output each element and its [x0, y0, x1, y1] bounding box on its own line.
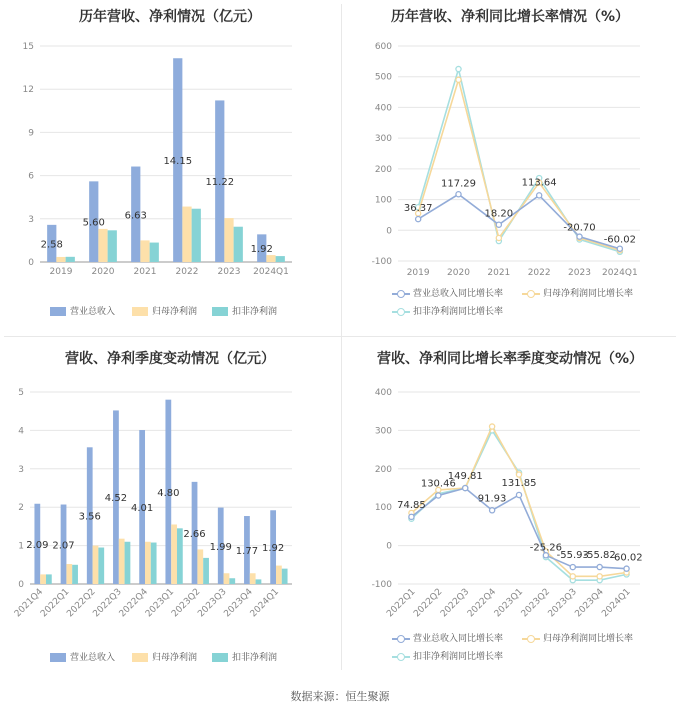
data-label: 149.81 [447, 471, 483, 483]
bar [108, 230, 117, 262]
bar [282, 569, 288, 584]
data-label: 4.01 [131, 503, 154, 515]
quarterly-bar-chart [0, 336, 340, 676]
bar [203, 558, 209, 584]
chart-title: 历年营收、净利同比增长率情况（%） [390, 9, 630, 25]
legend-parent-growth[interactable] [522, 633, 633, 645]
bar [250, 573, 256, 584]
legend-label: 扣非净利润 [232, 307, 278, 317]
legend-label: 营业总收入同比增长率 [413, 634, 504, 644]
data-point [624, 566, 629, 571]
data-label: 6.63 [124, 210, 147, 222]
bar [72, 565, 78, 584]
y-tick-label: 1 [18, 541, 24, 552]
y-tick-label: 400 [374, 388, 392, 398]
data-point [617, 246, 622, 251]
data-label: 1.99 [209, 541, 232, 553]
bar [119, 539, 125, 584]
bar [276, 566, 282, 584]
data-source-note: 数据来源：恒生聚源 [290, 690, 390, 703]
y-tick-label: 200 [374, 464, 392, 475]
x-tick-label: 2022Q4 [465, 587, 499, 620]
data-label: 2.09 [26, 539, 49, 551]
bar [98, 548, 104, 584]
quarterly-line-chart [340, 336, 680, 676]
data-label: 130.46 [420, 478, 456, 490]
data-point [597, 574, 602, 579]
data-label: 2.66 [183, 528, 206, 540]
x-tick-label: 2024Q1 [601, 268, 638, 278]
data-point [416, 217, 421, 222]
x-tick-label: 2022Q3 [439, 587, 472, 620]
annual-revenue-profit-panel [0, 0, 340, 336]
legend-swatch [522, 634, 540, 644]
y-tick-label: 0 [28, 258, 34, 268]
legend-swatch [50, 653, 66, 662]
bar [66, 257, 75, 262]
data-point [570, 564, 575, 569]
data-label: 4.80 [157, 487, 180, 499]
legend-revenue-growth[interactable] [392, 633, 503, 645]
data-label: 2.58 [40, 239, 63, 251]
data-point [456, 77, 461, 82]
legend-label: 扣非净利润 [232, 653, 278, 663]
data-point [496, 222, 501, 227]
chart-legend [340, 633, 680, 665]
x-tick-label: 2020 [91, 267, 115, 277]
x-tick-label: 2023Q4 [222, 587, 255, 620]
bar [229, 578, 235, 584]
bar [256, 579, 262, 584]
legend-label: 扣非净利润同比增长率 [413, 307, 504, 317]
bar [276, 256, 285, 262]
data-point [570, 574, 575, 579]
data-label: 36.37 [403, 203, 433, 215]
bar [145, 542, 151, 584]
x-tick-label: 2021Q4 [12, 587, 46, 620]
x-tick-label: 2023 [217, 267, 241, 277]
bar [56, 257, 65, 262]
bar [224, 218, 233, 262]
legend-parent-profit[interactable] [132, 306, 197, 318]
y-tick-label: -100 [371, 580, 392, 590]
data-label: 4.52 [104, 493, 128, 505]
x-tick-label: 2022Q2 [412, 587, 445, 620]
x-tick-label: 2021 [487, 268, 511, 278]
data-label: 3.56 [78, 511, 101, 523]
legend-label: 营业总收入 [70, 653, 116, 663]
y-tick-label: -100 [371, 257, 392, 267]
legend-swatch [392, 289, 410, 299]
bar [224, 573, 230, 584]
y-tick-label: 0 [386, 226, 392, 237]
bar [177, 528, 183, 584]
data-point [409, 514, 414, 519]
y-tick-label: 300 [374, 134, 392, 145]
data-label: 2.07 [52, 540, 75, 552]
x-tick-label: 2024Q1 [253, 267, 289, 277]
y-tick-label: 3 [18, 464, 24, 475]
data-label: 91.93 [477, 493, 507, 505]
data-label: -25.26 [529, 542, 563, 554]
data-point [577, 234, 582, 239]
x-tick-label: 2023Q1 [492, 587, 526, 620]
legend-label: 归母净利润 [152, 653, 198, 663]
legend-label: 归母净利润同比增长率 [543, 634, 634, 644]
x-tick-label: 2022Q1 [385, 587, 418, 620]
legend-parent-profit[interactable] [132, 652, 197, 664]
data-point [496, 235, 501, 240]
y-tick-label: 12 [22, 85, 34, 96]
data-point [490, 424, 495, 429]
data-point [543, 553, 548, 558]
x-tick-label: 2023Q3 [196, 587, 229, 620]
x-tick-label: 2023Q2 [170, 587, 203, 620]
x-tick-label: 2022Q4 [117, 587, 151, 620]
x-tick-label: 2023Q4 [573, 587, 606, 620]
legend-deducted-growth[interactable] [392, 306, 503, 318]
bar [125, 542, 131, 584]
bar [192, 209, 201, 262]
data-label: 11.22 [205, 177, 235, 189]
bar [93, 546, 99, 584]
legend-deducted-profit[interactable] [212, 652, 277, 664]
chart-title: 历年营收、净利情况（亿元） [79, 9, 261, 25]
x-tick-label: 2023Q3 [546, 587, 579, 620]
data-label: 1.92 [250, 244, 273, 256]
data-point [516, 472, 521, 477]
y-tick-label: 100 [374, 503, 392, 514]
data-label: 1.77 [235, 546, 259, 558]
bar [197, 549, 203, 584]
x-tick-label: 2024Q1 [248, 587, 282, 620]
y-tick-label: 500 [374, 72, 392, 83]
bar [150, 243, 159, 262]
data-label: 14.15 [163, 156, 193, 168]
data-label: 5.60 [82, 217, 105, 229]
data-label: 117.29 [441, 178, 476, 190]
data-label: -55.82 [583, 550, 616, 562]
y-tick-label: 15 [22, 42, 34, 52]
legend-label: 扣非净利润同比增长率 [413, 652, 504, 662]
legend-revenue[interactable] [50, 306, 115, 318]
chart-legend [340, 288, 680, 320]
y-tick-label: 3 [28, 214, 34, 225]
legend-label: 归母净利润同比增长率 [543, 289, 634, 299]
x-tick-label: 2023 [568, 268, 591, 278]
x-tick-label: 2023Q2 [519, 587, 553, 620]
data-label: 113.64 [521, 177, 557, 189]
x-tick-label: 2019 [49, 267, 73, 277]
x-tick-label: 2024Q1 [600, 587, 633, 620]
legend-swatch [392, 307, 410, 317]
bar [182, 207, 191, 262]
bar [266, 255, 275, 262]
chart-legend [0, 306, 340, 320]
data-label: 1.92 [262, 543, 285, 555]
legend-swatch [132, 653, 148, 662]
legend-swatch [212, 307, 228, 316]
legend-deducted-growth[interactable] [392, 651, 503, 663]
data-point [436, 493, 441, 498]
data-label: 131.85 [501, 477, 537, 489]
x-tick-label: 2022 [175, 267, 199, 277]
data-point [537, 193, 542, 198]
data-label: -55.93 [556, 550, 589, 562]
legend-deducted-profit[interactable] [212, 306, 277, 318]
bar [234, 227, 243, 262]
y-tick-label: 200 [374, 164, 392, 175]
data-label: -20.70 [563, 222, 596, 234]
data-label: -60.02 [610, 552, 643, 564]
legend-swatch [392, 634, 410, 644]
data-label: 18.20 [484, 208, 514, 220]
bar [171, 524, 177, 584]
legend-label: 营业总收入 [70, 307, 116, 317]
legend-parent-growth[interactable] [522, 288, 633, 300]
y-tick-label: 4 [18, 426, 24, 437]
legend-swatch [522, 289, 540, 299]
x-tick-label: 2023Q1 [143, 587, 177, 620]
chart-legend [0, 652, 340, 666]
chart-title: 营收、净利同比增长率季度变动情况（%） [376, 351, 644, 367]
y-tick-label: 2 [18, 503, 24, 514]
bar [140, 240, 149, 262]
y-tick-label: 9 [28, 128, 34, 139]
bar [151, 543, 157, 584]
legend-swatch [132, 307, 148, 316]
data-point [490, 508, 495, 513]
data-point [597, 564, 602, 569]
y-tick-label: 400 [374, 103, 392, 114]
legend-revenue-growth[interactable] [392, 288, 503, 300]
chart-title: 营收、净利季度变动情况（亿元） [65, 351, 275, 367]
y-tick-label: 0 [18, 580, 24, 590]
annual-line-chart [340, 0, 680, 336]
y-tick-label: 100 [374, 195, 392, 206]
data-label: 74.85 [397, 499, 426, 511]
data-label: -60.02 [603, 234, 636, 246]
legend-swatch [50, 307, 66, 316]
quarterly-revenue-profit-panel [0, 336, 340, 676]
quarterly-growth-panel [340, 336, 680, 676]
y-tick-label: 300 [374, 426, 392, 437]
y-tick-label: 6 [28, 171, 34, 182]
legend-swatch [392, 652, 410, 662]
data-point [456, 192, 461, 197]
bar [46, 574, 52, 584]
legend-label: 营业总收入同比增长率 [413, 289, 504, 299]
x-tick-label: 2022 [527, 268, 551, 278]
x-tick-label: 2021 [133, 267, 157, 277]
data-point [456, 66, 461, 71]
annual-growth-panel [340, 0, 680, 336]
data-point [463, 485, 468, 490]
legend-swatch [212, 653, 228, 662]
y-tick-label: 0 [386, 541, 392, 552]
bar [66, 564, 72, 584]
bar [98, 229, 107, 262]
annual-bar-chart [0, 0, 340, 336]
x-tick-label: 2022Q3 [91, 587, 124, 620]
x-tick-label: 2022Q2 [65, 587, 98, 620]
legend-revenue[interactable] [50, 652, 115, 664]
legend-label: 归母净利润 [152, 307, 198, 317]
data-point [516, 492, 521, 497]
x-tick-label: 2019 [406, 268, 430, 278]
bar [40, 574, 46, 584]
y-tick-label: 5 [18, 388, 24, 398]
x-tick-label: 2020 [447, 268, 470, 278]
x-tick-label: 2022Q1 [39, 587, 72, 620]
y-tick-label: 600 [374, 42, 392, 52]
